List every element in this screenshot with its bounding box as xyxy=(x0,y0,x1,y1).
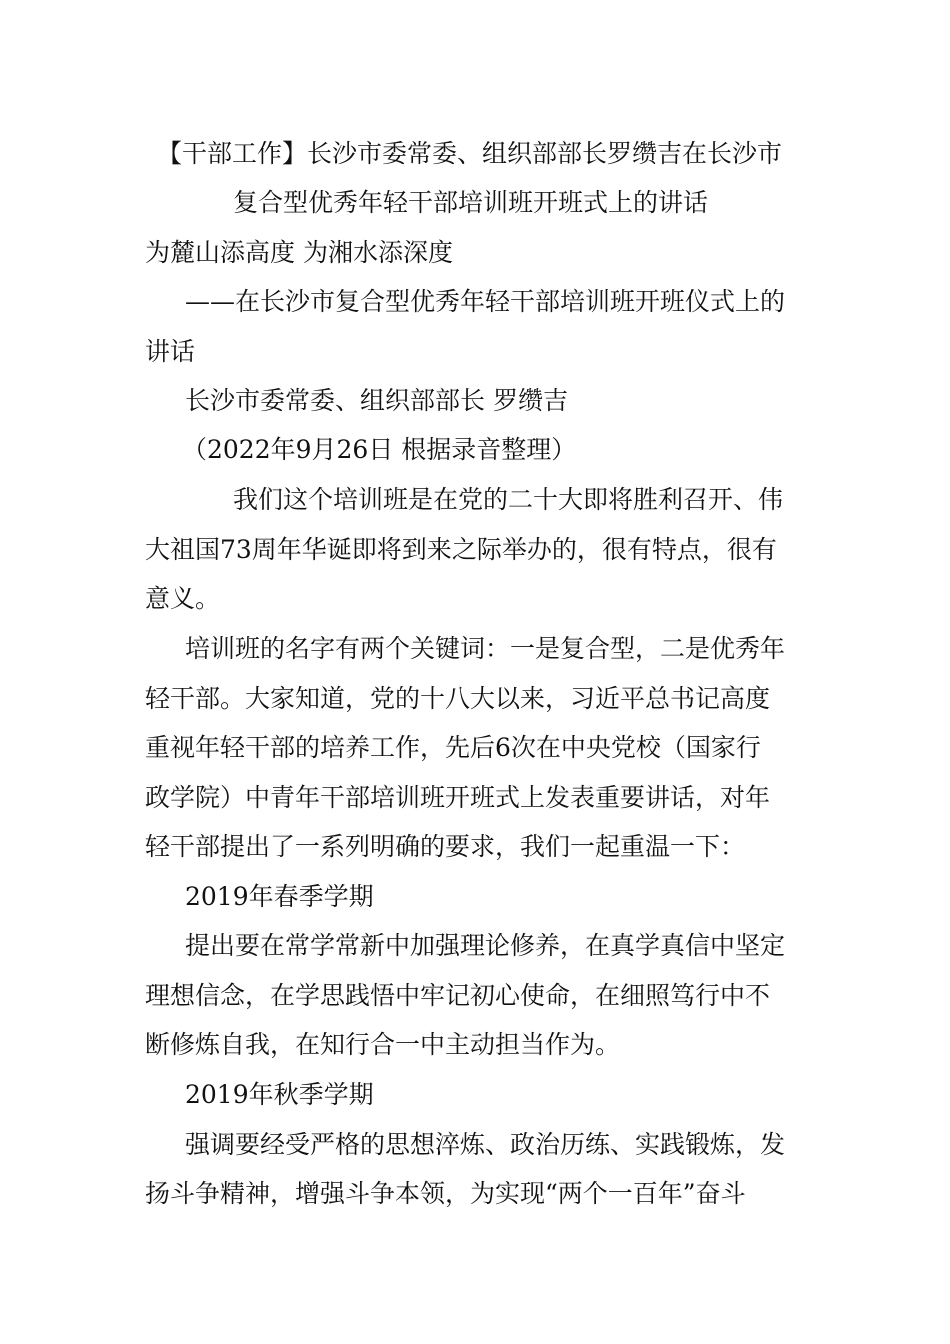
section-heading-2019-autumn: 2019年秋季学期 xyxy=(185,1080,374,1109)
headline: 为麓山添高度 为湘水添深度 xyxy=(145,238,453,267)
paragraph-4-line-1: 强调要经受严格的思想淬炼、政治历练、实践锻炼，发 xyxy=(185,1130,786,1159)
paragraph-3-line-3: 断修炼自我，在知行合一中主动担当作为。 xyxy=(145,1030,621,1059)
subtitle-line-2: 讲话 xyxy=(145,337,196,366)
document-title-line-1: 【干部工作】长沙市委常委、组织部部长罗缵吉在长沙市 xyxy=(157,139,783,168)
paragraph-4-line-2: 扬斗争精神，增强斗争本领，为实现“两个一百年”奋斗 xyxy=(145,1179,746,1208)
paragraph-2-line-2: 轻干部。大家知道，党的十八大以来，习近平总书记高度 xyxy=(145,684,771,713)
paragraph-2-line-4: 政学院）中青年干部培训班开班式上发表重要讲话，对年 xyxy=(145,783,771,812)
paragraph-1-line-2: 大祖国73周年华诞即将到来之际举办的，很有特点，很有 xyxy=(145,535,777,564)
paragraph-3-line-2: 理想信念，在学思践悟中牢记初心使命，在细照笃行中不 xyxy=(145,981,771,1010)
paragraph-1-line-3: 意义。 xyxy=(145,584,221,613)
paragraph-2-line-5: 轻干部提出了一系列明确的要求，我们一起重温一下： xyxy=(145,832,746,861)
paragraph-2-line-3: 重视年轻干部的培养工作，先后6次在中央党校（国家行 xyxy=(145,733,761,762)
author-line: 长沙市委常委、组织部部长 罗缵吉 xyxy=(185,386,568,415)
date-note: （2022年9月26日 根据录音整理） xyxy=(182,435,577,464)
paragraph-2-line-1: 培训班的名字有两个关键词：一是复合型，二是优秀年 xyxy=(185,634,786,663)
subtitle-line-1: ——在长沙市复合型优秀年轻干部培训班开班仪式上的 xyxy=(185,287,786,316)
paragraph-1-line-1: 我们这个培训班是在党的二十大即将胜利召开、伟 xyxy=(233,485,784,514)
paragraph-3-line-1: 提出要在常学常新中加强理论修养，在真学真信中坚定 xyxy=(185,931,786,960)
document-title-line-2: 复合型优秀年轻干部培训班开班式上的讲话 xyxy=(233,188,709,217)
section-heading-2019-spring: 2019年春季学期 xyxy=(185,882,374,911)
